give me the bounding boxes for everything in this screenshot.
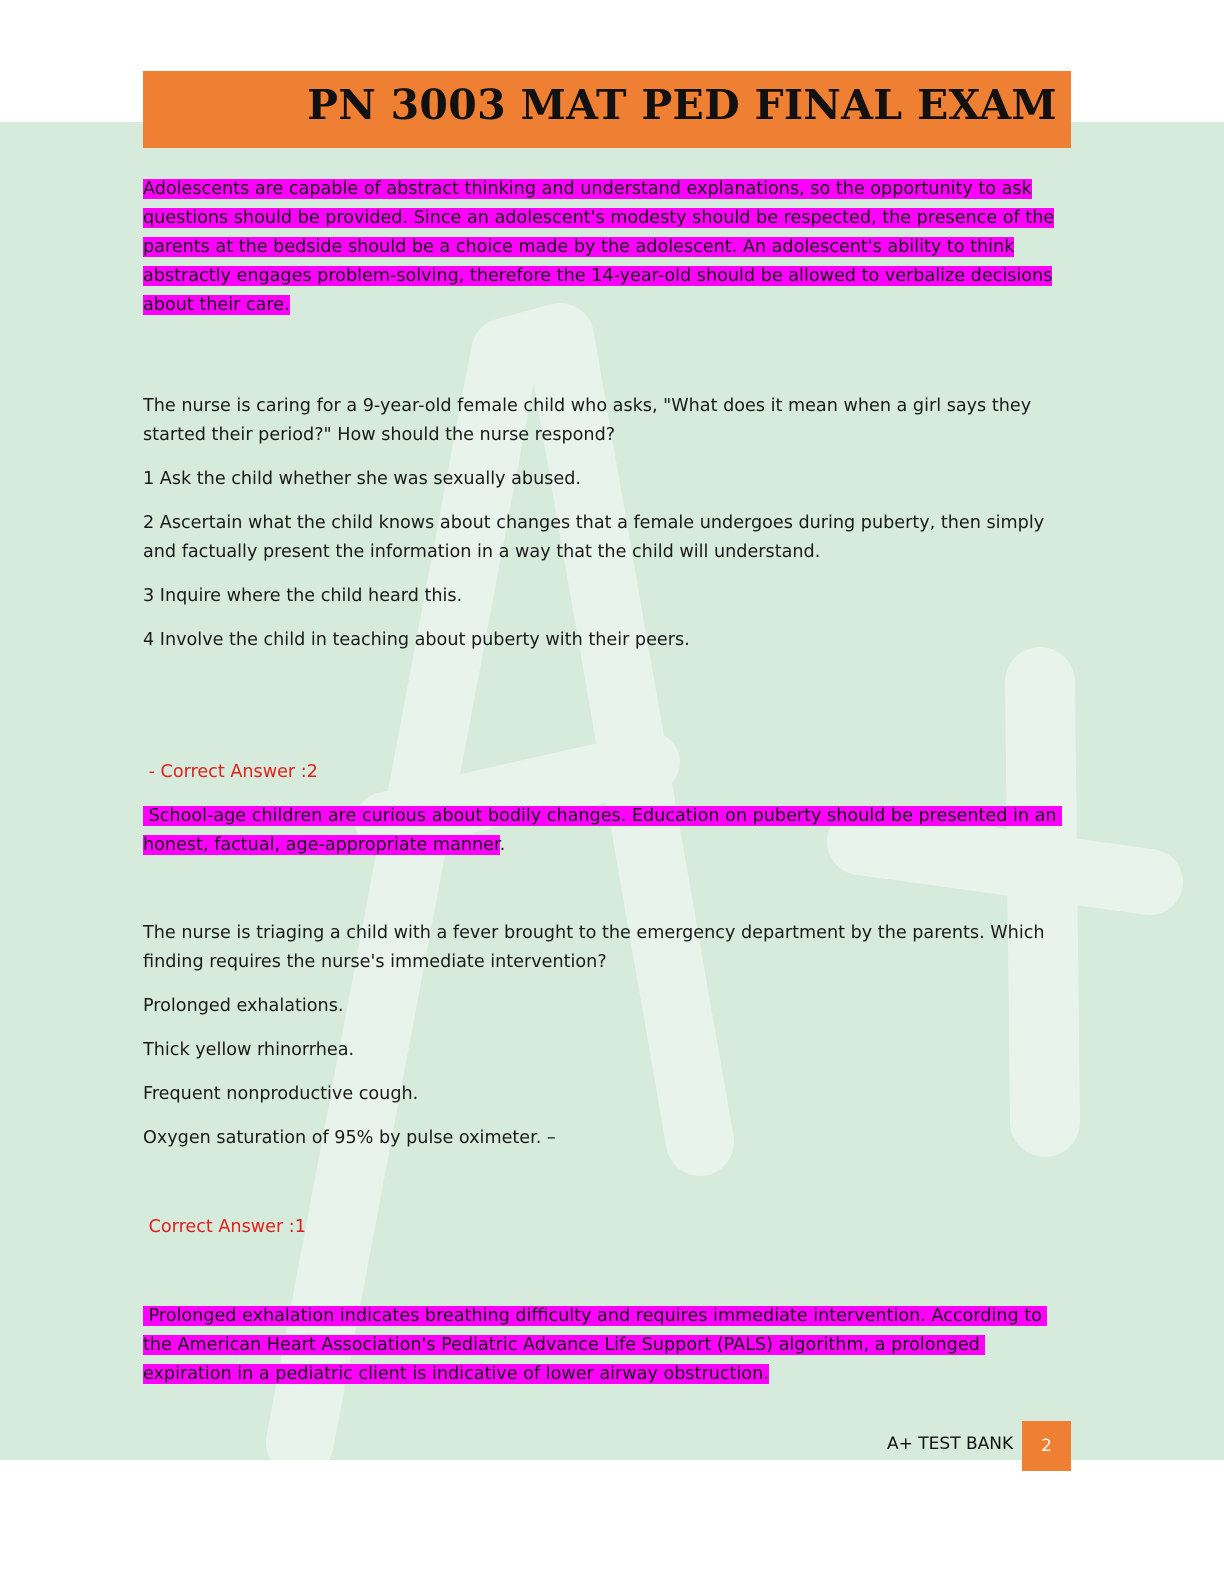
page-title: PN 3003 MAT PED FINAL EXAM <box>307 81 1057 129</box>
page-number: 2 <box>1022 1421 1071 1471</box>
question-2-rationale <box>143 802 1067 860</box>
question-3-stem: The nurse is triaging a child with a fever brought to the emergency department by the parents. Which finding requires the nurse's immediate intervention? <box>143 923 1045 972</box>
question-3-rationale <box>143 1302 1067 1389</box>
question-2-correct-answer: - Correct Answer :2 <box>143 762 318 782</box>
question-2-stem: The nurse is caring for a 9-year-old female child who asks, "What does it mean when a girl says they started their period?" How should the nurse respond? <box>143 396 1032 445</box>
question-2-option-3: 3 Inquire where the child heard this. <box>143 586 463 606</box>
rationale-1-text: Adolescents are capable of abstract thinking and understand explanations, so the opportunity to ask questions should be provided. Since an adolescent's modesty should be respected, the presence of the parents at the bedside should be a choice made by the adolescent. An adolescent's ability to think abstractly engages problem-solving, therefore the 14-year-old should be allowed to verbalize decisions about their care. <box>143 179 1055 315</box>
question-3-option-3: Frequent nonproductive cough. <box>143 1084 419 1104</box>
question-2-option-4: 4 Involve the child in teaching about puberty with their peers. <box>143 630 690 650</box>
question-3-option-1: Prolonged exhalations. <box>143 996 344 1016</box>
question-2-rationale-period: . <box>499 835 506 855</box>
question-2-option-1: 1 Ask the child whether she was sexually abused. <box>143 469 581 489</box>
question-3-option-2: Thick yellow rhinorrhea. <box>143 1040 355 1060</box>
question-2-rationale-text: School-age children are curious about bodily changes. Education on puberty should be presented in an honest, factual, age-appropriate manner <box>143 806 1063 855</box>
document-body <box>143 175 1073 1389</box>
question-3-correct-answer: Correct Answer :1 <box>143 1217 306 1237</box>
footer-label: A+ TEST BANK <box>887 1434 1014 1454</box>
question-3-option-4: Oxygen saturation of 95% by pulse oximeter. – <box>143 1128 556 1148</box>
header-bar <box>143 71 1071 148</box>
rationale-1 <box>143 175 1067 320</box>
question-2-option-2: 2 Ascertain what the child knows about changes that a female undergoes during puberty, then simply and factually present the information in a way that the child will understand. <box>143 513 1045 562</box>
question-3-rationale-text: Prolonged exhalation indicates breathing difficulty and requires immediate intervention. According to the American Heart Association's Pediatric Advance Life Support (PALS) algorithm, a prolonged expiration in a pediatric client is indicative of lower airway obstruction. <box>143 1306 1048 1384</box>
